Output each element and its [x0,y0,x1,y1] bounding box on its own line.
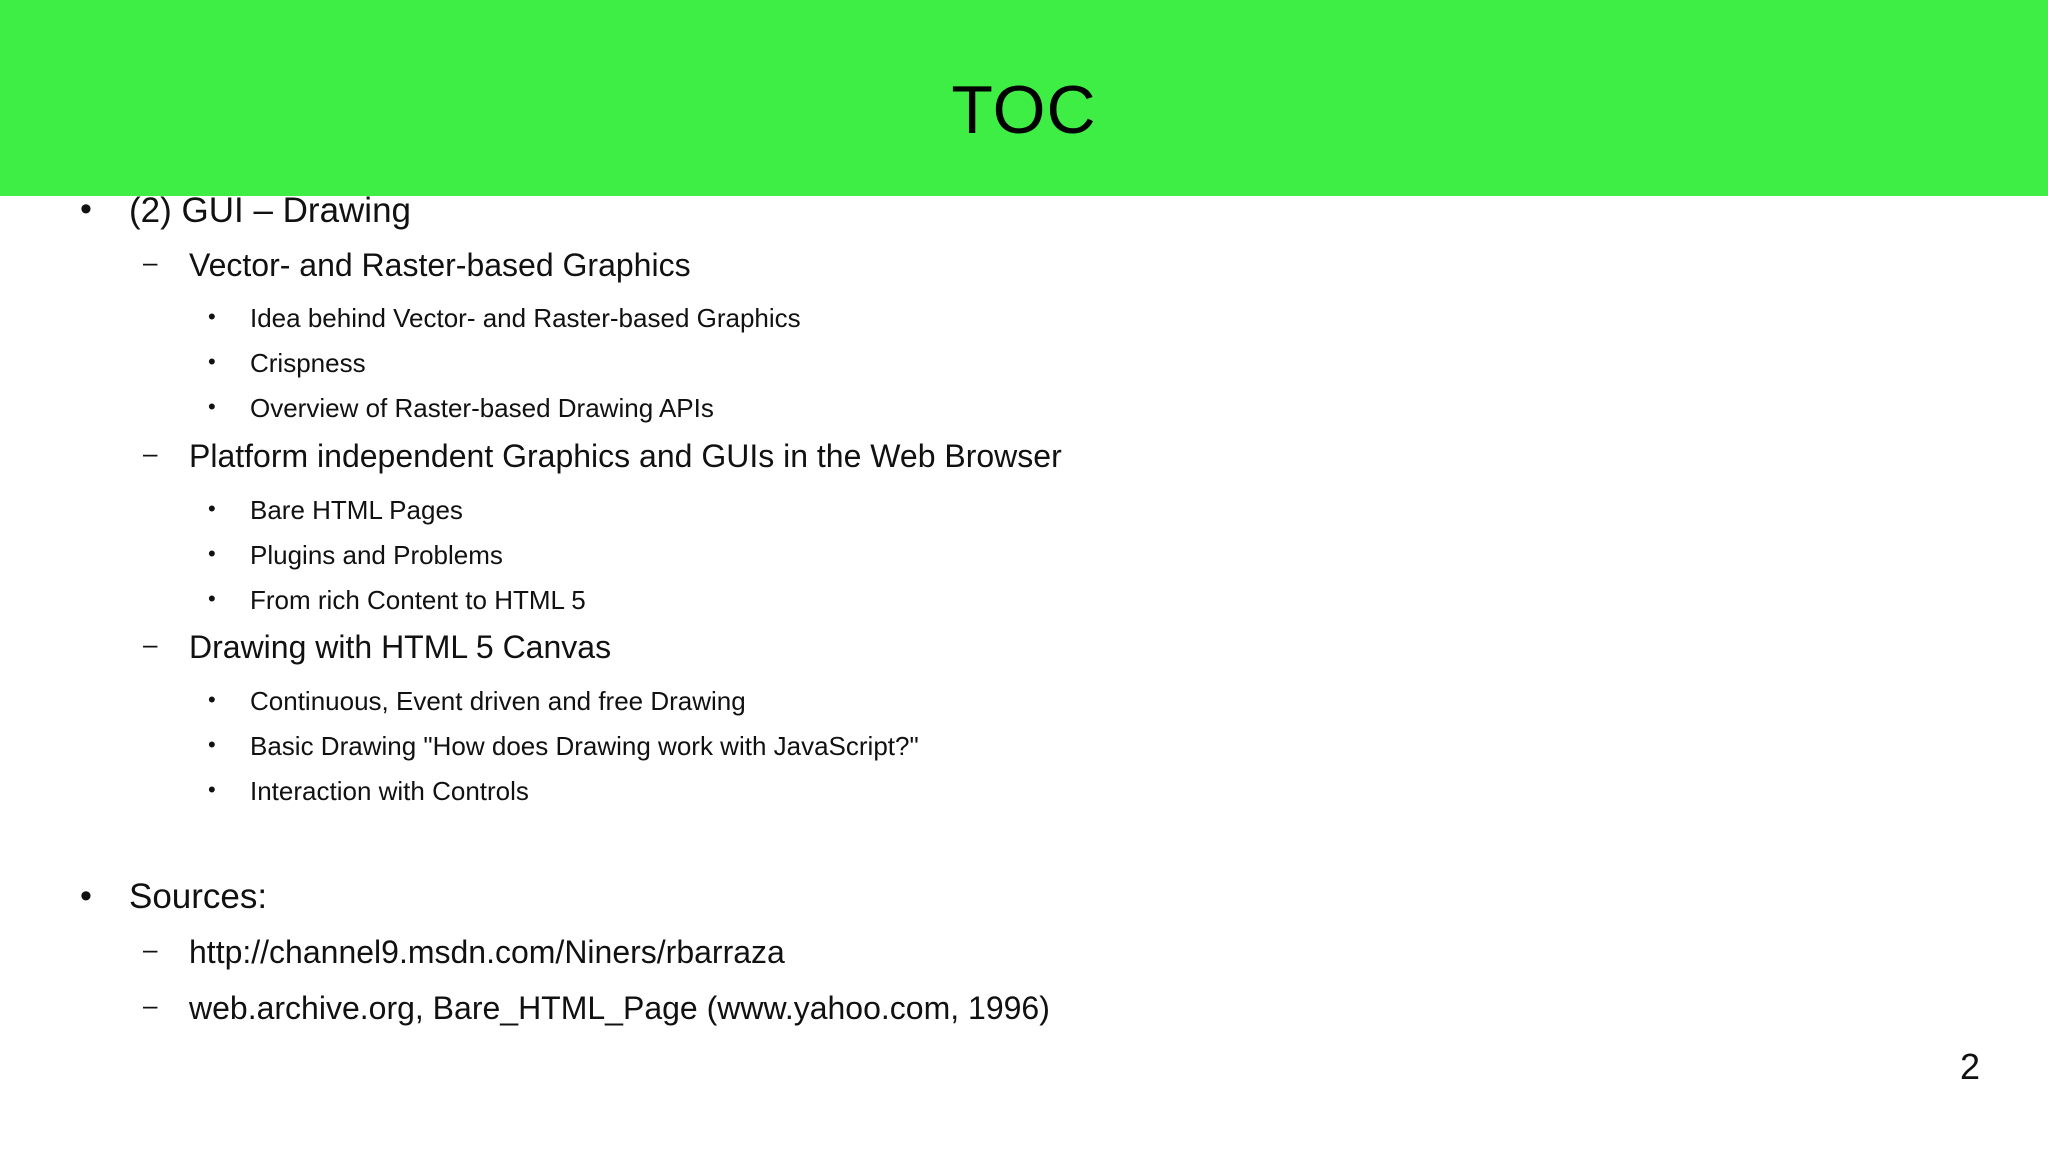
source-web-archive: web.archive.org, Bare_HTML_Page (www.yahoo.com, 1996) [189,990,1050,1026]
level3-bullet: • [208,394,216,419]
source-link-channel9: http://channel9.msdn.com/Niners/rbarraza [189,934,785,970]
slide-title: TOC [951,72,1097,148]
list-item: Idea behind Vector- and Raster-based Graphics [250,303,801,333]
level3-bullet: • [208,777,216,802]
level3-bullet: • [208,349,216,374]
list-item: Plugins and Problems [250,540,503,570]
list-item: Continuous, Event driven and free Drawing [250,686,746,716]
list-item: Crispness [250,348,366,378]
level2-dash: – [143,438,158,468]
page-number: 2 [1959,1046,1980,1087]
subsection-platform-independent: Platform independent Graphics and GUIs in the Web Browser [189,438,1062,474]
list-item: From rich Content to HTML 5 [250,585,586,615]
level3-bullet: • [208,541,216,566]
level2-dash: – [143,990,158,1020]
level3-bullet: • [208,732,216,757]
level2-dash: – [143,629,158,659]
list-item: Overview of Raster-based Drawing APIs [250,393,714,423]
list-item: Bare HTML Pages [250,495,463,525]
list-item: Interaction with Controls [250,776,529,806]
level3-bullet: • [208,304,216,329]
list-item: Basic Drawing "How does Drawing work with JavaScript?" [250,731,919,761]
level3-bullet: • [208,586,216,611]
level1-bullet: • [80,877,92,915]
section-heading-gui-drawing: (2) GUI – Drawing [129,191,412,230]
level3-bullet: • [208,687,216,712]
level2-dash: – [143,247,158,277]
section-heading-sources: Sources: [129,877,268,916]
level1-bullet: • [80,190,92,228]
subsection-html5-canvas: Drawing with HTML 5 Canvas [189,629,612,665]
subsection-vector-raster: Vector- and Raster-based Graphics [189,247,691,283]
level2-dash: – [143,934,158,964]
level3-bullet: • [208,496,216,521]
